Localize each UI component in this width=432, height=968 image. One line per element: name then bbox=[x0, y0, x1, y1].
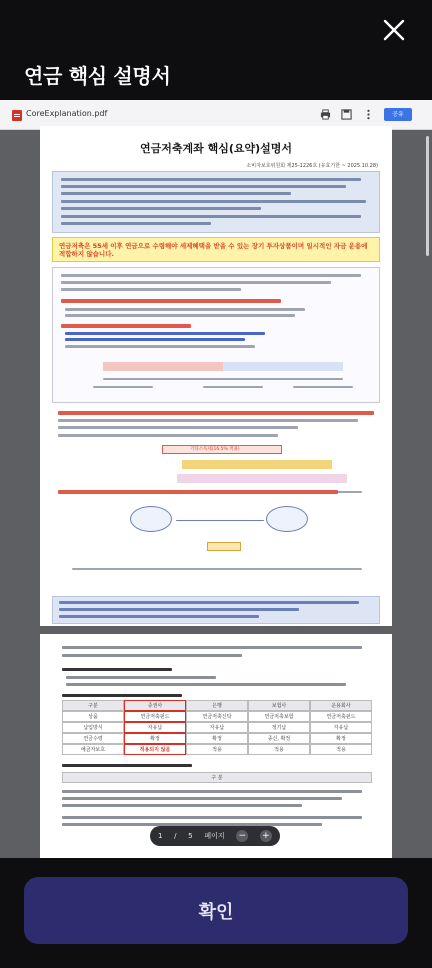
table-cell: 자유납 bbox=[124, 722, 186, 733]
more-icon[interactable] bbox=[363, 109, 374, 120]
table-cell: 확정 bbox=[186, 733, 248, 744]
table-cell: 연금수령 bbox=[62, 733, 124, 744]
table-cell: 납입방식 bbox=[62, 722, 124, 733]
pdf-page-1 bbox=[40, 126, 392, 626]
table-cell: 자유납 bbox=[186, 722, 248, 733]
zoom-out-button[interactable]: − bbox=[236, 830, 248, 842]
table-cell: 적용되지 않음 bbox=[124, 744, 186, 755]
table-cell: 연금저축펀드 bbox=[124, 711, 186, 722]
page1-meta: 소비자보호위원회 제25-1226호 (유효기한 ~ 2025.10.28) bbox=[246, 163, 378, 169]
table-header-cell: 구 분 bbox=[62, 772, 372, 783]
after-account-circle bbox=[266, 506, 308, 532]
pdf-page-2 bbox=[40, 634, 392, 858]
warning-box bbox=[52, 237, 380, 262]
notice-box bbox=[52, 171, 380, 233]
pdf-viewer[interactable] bbox=[0, 100, 432, 858]
table-cell: 상품 bbox=[62, 711, 124, 722]
save-icon[interactable] bbox=[341, 109, 352, 120]
pdf-file-icon bbox=[12, 110, 22, 121]
close-icon bbox=[378, 14, 410, 46]
page-separator: / bbox=[174, 832, 177, 840]
table-cell: 연금저축보험 bbox=[248, 711, 310, 722]
table-cell: 연금저축펀드 bbox=[310, 711, 372, 722]
table-cell: 적용 bbox=[186, 744, 248, 755]
tax-benefit-section bbox=[52, 267, 380, 403]
modal-title: 연금 핵심 설명서 bbox=[24, 64, 171, 88]
scrollbar[interactable] bbox=[426, 136, 429, 256]
current-page: 1 bbox=[158, 832, 163, 840]
table-cell: 종신, 확정 bbox=[248, 733, 310, 744]
share-button[interactable]: 공유 bbox=[384, 108, 412, 121]
table-header-cell: 운용회사 bbox=[310, 700, 372, 711]
close-button[interactable] bbox=[378, 14, 410, 46]
transfer-section bbox=[52, 486, 380, 590]
table-cell: 연금저축신탁 bbox=[186, 711, 248, 722]
table-header-cell: 구분 bbox=[62, 700, 124, 711]
page-navigator bbox=[150, 826, 280, 846]
table-cell: 적용 bbox=[248, 744, 310, 755]
table-cell: 확정 bbox=[310, 733, 372, 744]
zoom-label: 페이지 bbox=[204, 832, 225, 840]
pdf-filename: CoreExplanation.pdf bbox=[26, 109, 108, 118]
table-header-cell: 은행 bbox=[186, 700, 248, 711]
table-cell: 정기납 bbox=[248, 722, 310, 733]
print-icon[interactable] bbox=[320, 109, 331, 120]
confirm-button[interactable]: 확인 bbox=[24, 877, 408, 944]
warning-text: 연금저축은 55세 이후 연금으로 수령해야 세제혜택을 받을 수 있는 장기 투자상품이며 일시적인 자금 운용에 적합하지 않습니다. bbox=[59, 242, 368, 258]
table-header-cell: 증권사 bbox=[124, 700, 186, 711]
before-account-circle bbox=[130, 506, 172, 532]
table-header-cell: 보험사 bbox=[248, 700, 310, 711]
table-cell: 확정 bbox=[124, 733, 186, 744]
table-cell: 적용 bbox=[310, 744, 372, 755]
page1-title: 연금저축계좌 핵심(요약)설명서 bbox=[139, 142, 293, 155]
total-pages: 5 bbox=[188, 832, 193, 840]
other-income-tax-label: 기타소득세(16.5% 적용) bbox=[190, 447, 240, 452]
contact-section bbox=[52, 596, 380, 624]
table-cell: 예금자보호 bbox=[62, 744, 124, 755]
table-cell: 자유납 bbox=[310, 722, 372, 733]
zoom-in-button[interactable]: + bbox=[260, 830, 272, 842]
